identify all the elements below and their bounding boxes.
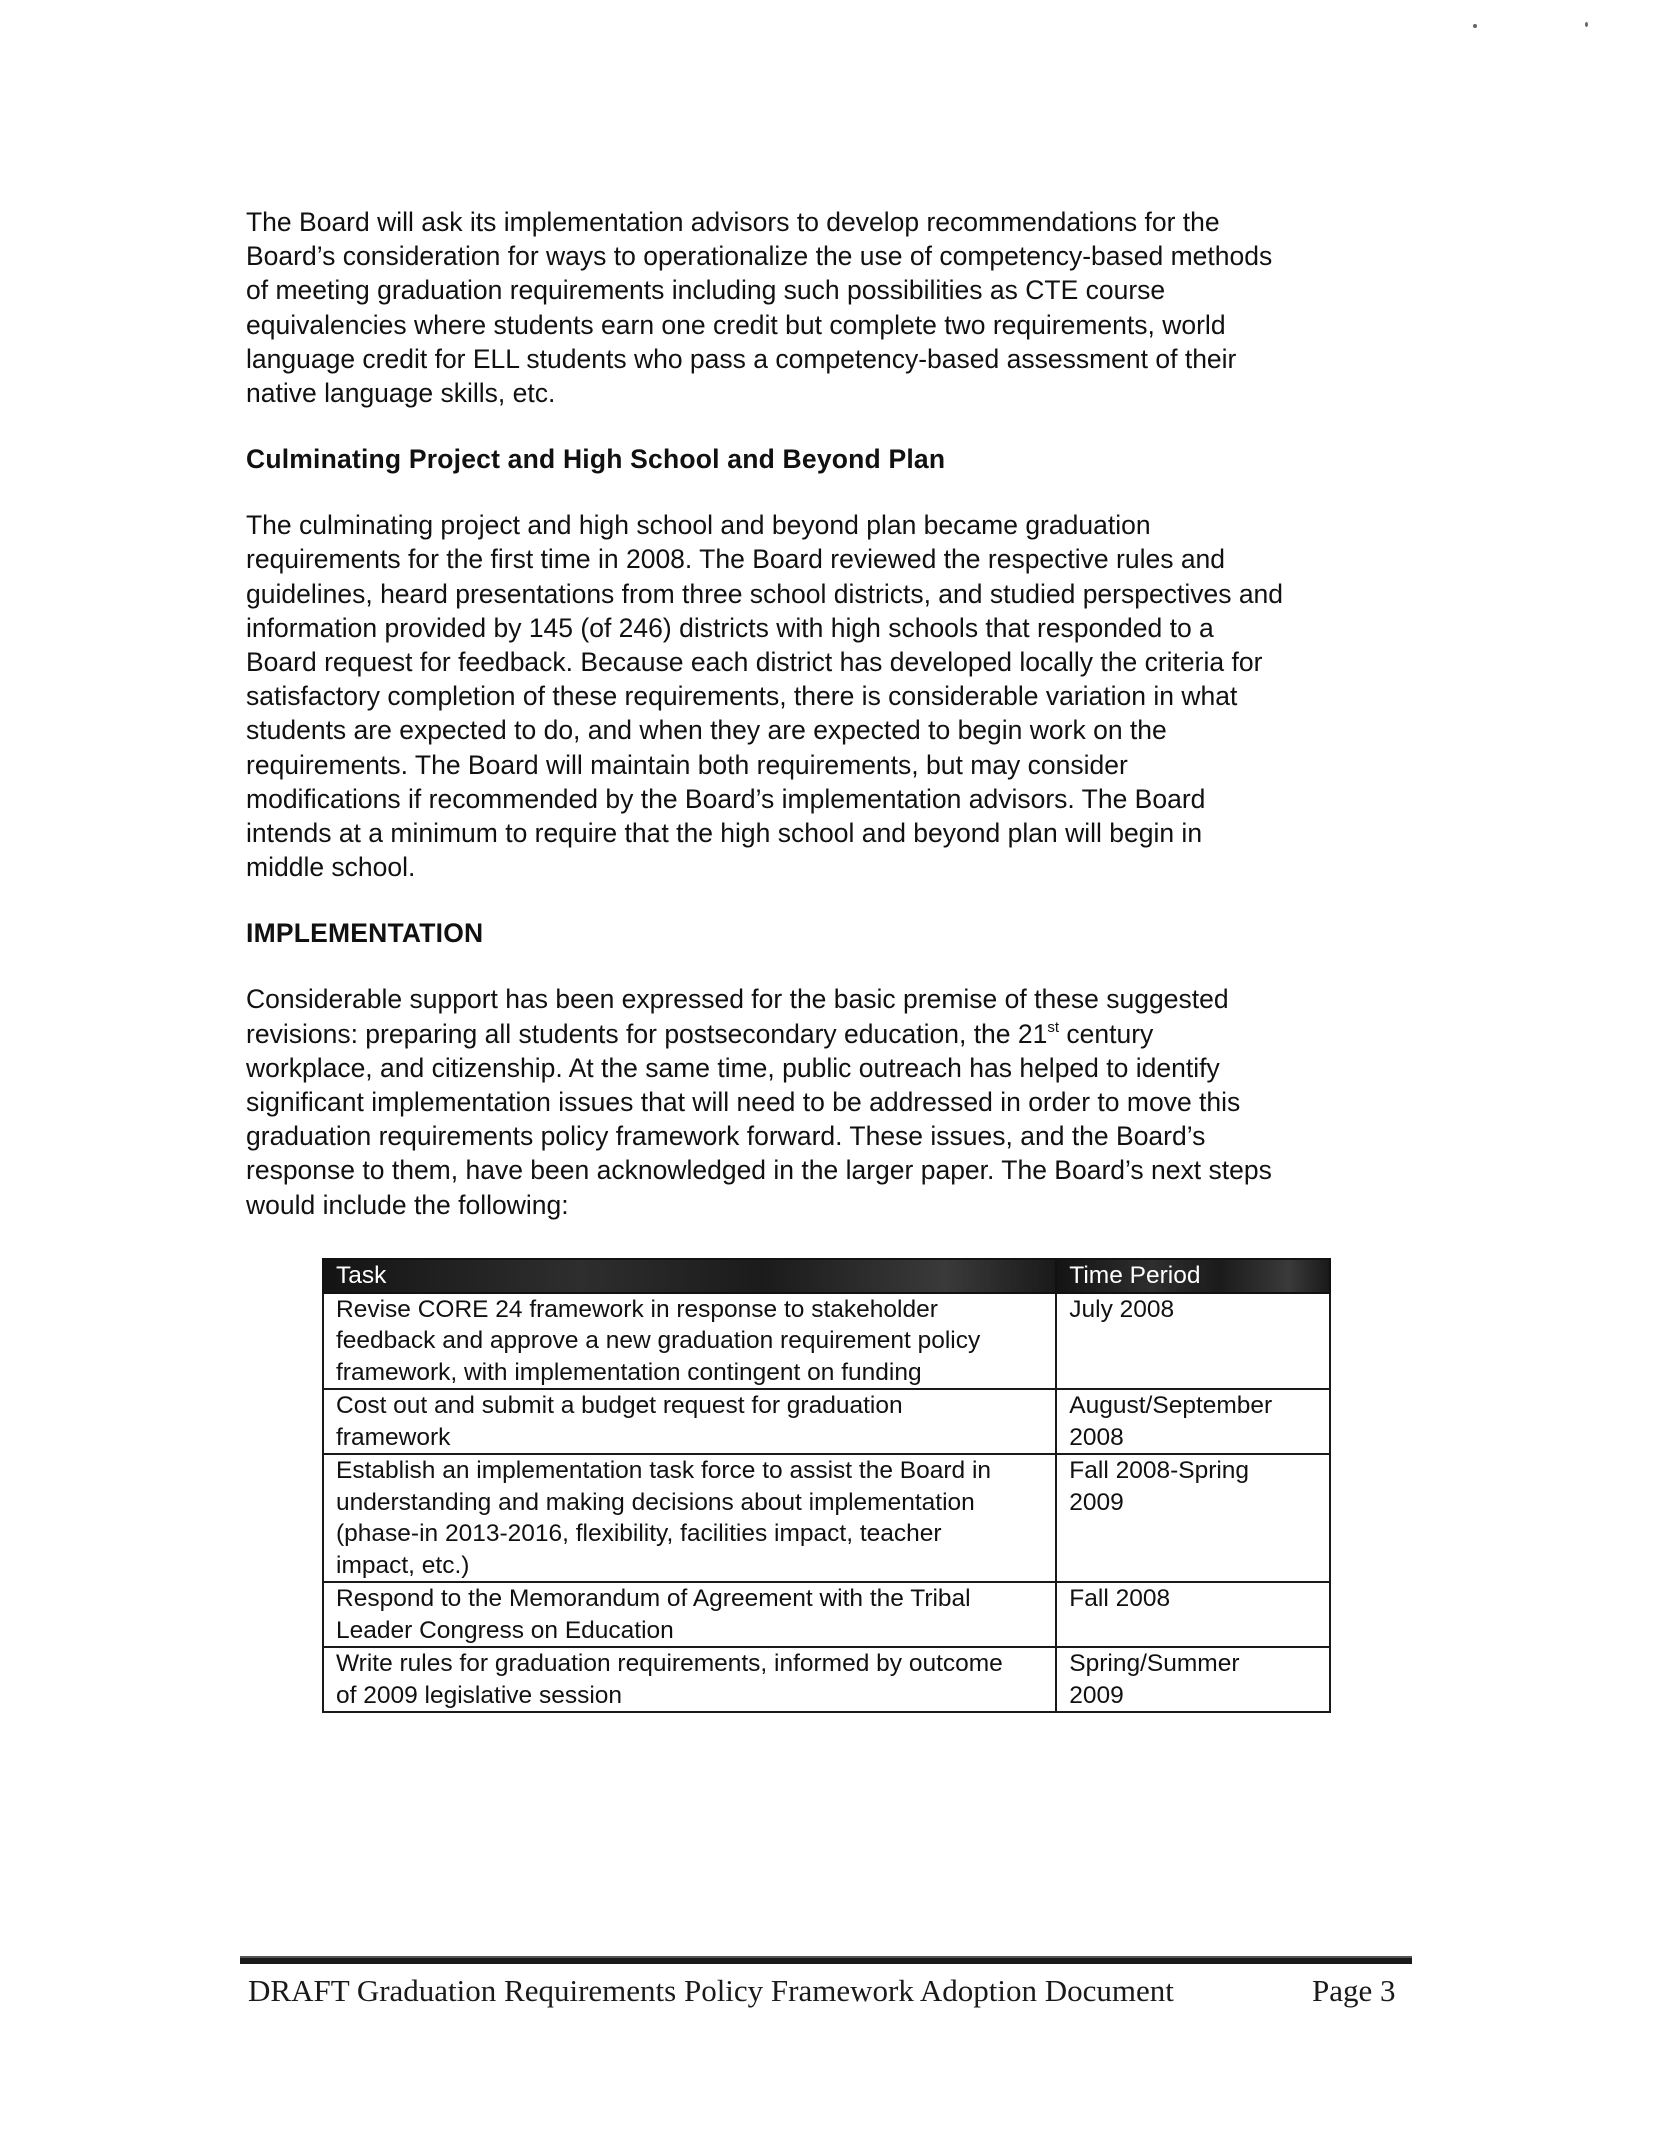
text-line: requirements for the first time in 2008. The Board reviewed the respective rules and [246,544,1226,575]
table-row [323,1582,1330,1647]
cell-line: feedback and approve a new graduation requirement policy [336,1327,981,1355]
cell-line: July 2008 [1069,1295,1175,1323]
section-heading-implementation: IMPLEMENTATION [246,918,484,949]
footer-document-title: DRAFT Graduation Requirements Policy Framework Adoption Document [248,1973,1174,2008]
table-header-row [323,1259,1330,1293]
time-period-cell [1056,1582,1330,1647]
paragraph-competency-methods [246,205,1406,410]
text-line: significant implementation issues that will need to be addressed in order to move this [246,1087,1241,1118]
cell-line: Respond to the Memorandum of Agreement with the Tribal [336,1585,971,1613]
cell-line: Revise CORE 24 framework in response to stakeholder [336,1295,938,1323]
text-line: Considerable support has been expressed for the basic premise of these suggested [246,984,1229,1015]
ordinal-suffix: st [1047,1018,1060,1036]
column-header-task: Task [323,1259,1056,1293]
column-header-time-period: Time Period [1056,1259,1330,1293]
cell-line: Fall 2008-Spring [1069,1457,1250,1485]
text-line: Board’s consideration for ways to operationalize the use of competency-based methods [246,241,1273,272]
cell-line: 2009 [1069,1681,1124,1709]
text-line: of meeting graduation requirements including such possibilities as CTE course [246,275,1166,306]
text-line: modifications if recommended by the Board’s implementation advisors. The Board [246,783,1206,814]
text-line: would include the following: [246,1189,569,1220]
text-line: satisfactory completion of these requirements, there is considerable variation in what [246,681,1238,712]
section-heading-culminating-project: Culminating Project and High School and Beyond Plan [246,444,946,475]
cell-line: Establish an implementation task force to assist the Board in [336,1457,992,1485]
cell-line: August/September [1069,1392,1273,1420]
paragraph-implementation [246,982,1406,1221]
cell-line: 2009 [1069,1488,1124,1516]
time-period-cell [1056,1454,1330,1582]
footer-page-number: Page 3 [1312,1973,1396,2008]
text-line: middle school. [246,852,416,883]
cell-line: Fall 2008 [1069,1585,1171,1613]
text-line: native language skills, etc. [246,378,556,409]
cell-line: (phase-in 2013-2016, flexibility, facilities impact, teacher [336,1520,942,1548]
cell-line: of 2009 legislative session [336,1681,623,1709]
time-period-cell [1056,1647,1330,1712]
document-body [246,205,1406,1713]
task-cell [323,1647,1056,1712]
cell-line: Cost out and submit a budget request for graduation [336,1392,903,1420]
time-period-cell [1056,1293,1330,1390]
text-fragment: revisions: preparing all students for postsecondary education, the 21 [246,1018,1048,1049]
text-line: Board request for feedback. Because each district has developed locally the criteria for [246,647,1263,678]
next-steps-table [322,1258,1331,1714]
scan-speck [1585,22,1588,27]
cell-line: Spring/Summer [1069,1650,1240,1678]
text-line: response to them, have been acknowledged in the larger paper. The Board’s next steps [246,1155,1272,1186]
paragraph-culminating-project [246,508,1406,884]
text-line: graduation requirements policy framework forward. These issues, and the Board’s [246,1121,1206,1152]
cell-line: impact, etc.) [336,1551,470,1579]
text-fragment: century [1059,1018,1154,1049]
table-row [323,1647,1330,1712]
text-line: intends at a minimum to require that the high school and beyond plan will begin in [246,818,1203,849]
text-line: students are expected to do, and when they are expected to begin work on the [246,715,1167,746]
text-line: The Board will ask its implementation advisors to develop recommendations for the [246,207,1220,237]
text-line: equivalencies where students earn one credit but complete two requirements, world [246,309,1226,340]
text-line: guidelines, heard presentations from three school districts, and studied perspectives and [246,578,1284,609]
time-period-cell [1056,1389,1330,1454]
text-line: language credit for ELL students who pass a competency-based assessment of their [246,343,1237,374]
task-cell [323,1582,1056,1647]
text-line: requirements. The Board will maintain both requirements, but may consider [246,749,1128,780]
text-line: information provided by 145 (of 246) districts with high schools that responded to a [246,612,1214,643]
cell-line: understanding and making decisions about implementation [336,1488,975,1516]
cell-line: framework, with implementation contingent on funding [336,1358,922,1386]
cell-line: Write rules for graduation requirements, informed by outcome [336,1650,1003,1678]
scan-speck [1473,24,1477,28]
footer-divider [240,1956,1412,1964]
text-line [246,1017,1406,1051]
table-row [323,1389,1330,1454]
task-cell [323,1293,1056,1390]
cell-line: framework [336,1423,451,1451]
text-line: The culminating project and high school and beyond plan became graduation [246,510,1151,541]
text-line: workplace, and citizenship. At the same time, public outreach has helped to identify [246,1052,1220,1083]
cell-line: 2008 [1069,1423,1124,1451]
task-cell [323,1389,1056,1454]
cell-line: Leader Congress on Education [336,1616,674,1644]
table-row [323,1454,1330,1582]
task-cell [323,1454,1056,1582]
table-row [323,1293,1330,1390]
